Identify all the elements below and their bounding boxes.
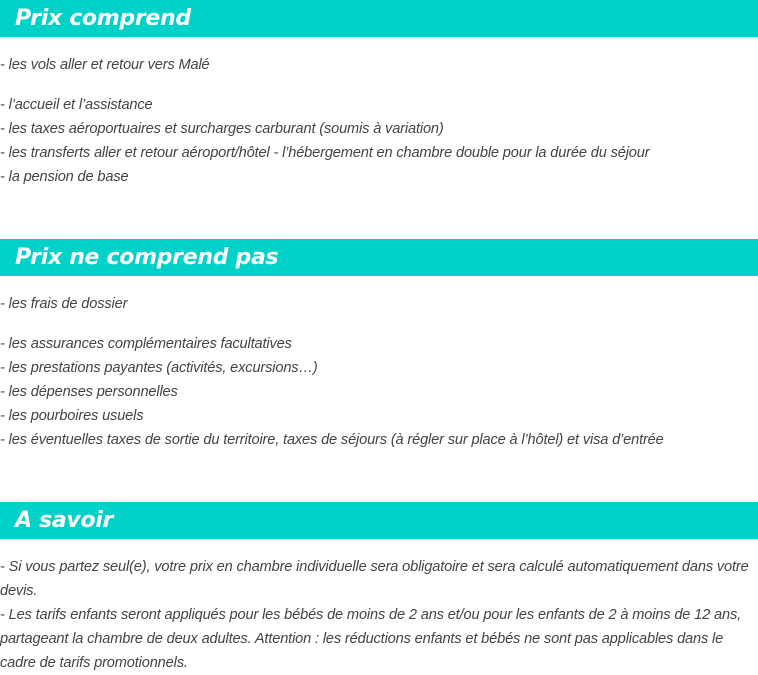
list-item: - les frais de dossier: [0, 296, 128, 312]
note-paragraph: - Si vous partez seul(e), votre prix en chambre individuelle sera obligatoire et sera calculé automatiquement dans votre devis.: [0, 559, 749, 599]
section-header-prix-ne-comprend-pas: Prix ne comprend pas: [0, 239, 758, 276]
list-item: - les dépenses personnelles: [0, 384, 178, 400]
note-paragraph: - Les tarifs enfants seront appliqués pour les bébés de moins de 2 ans et/ou pour les enfants de 2 à moins de 12 ans, partageant la chambre de deux adultes. Attention : les réductions enfants et bébés ne sont pas applicables dans le cadre de tarifs promotionnels.: [0, 607, 741, 671]
list-item: - les transferts aller et retour aéroport/hôtel - l’hébergement en chambre double pour la durée du séjour: [0, 145, 650, 161]
list-item: - les taxes aéroportuaires et surcharges carburant (soumis à variation): [0, 121, 444, 137]
list-item: - les éventuelles taxes de sortie du territoire, taxes de séjours (à régler sur place à l’hôtel) et visa d’entrée: [0, 432, 664, 448]
section-header-prix-comprend: Prix comprend: [0, 0, 758, 37]
list-item: - l’accueil et l’assistance: [0, 97, 153, 113]
list-item: - les prestations payantes (activités, excursions…): [0, 360, 318, 376]
list-item: - la pension de base: [0, 169, 129, 185]
list-item: - les vols aller et retour vers Malé: [0, 57, 210, 73]
list-item: - les assurances complémentaires facultatives: [0, 336, 292, 352]
list-item: - les pourboires usuels: [0, 408, 144, 424]
section-header-a-savoir: A savoir: [0, 502, 758, 539]
